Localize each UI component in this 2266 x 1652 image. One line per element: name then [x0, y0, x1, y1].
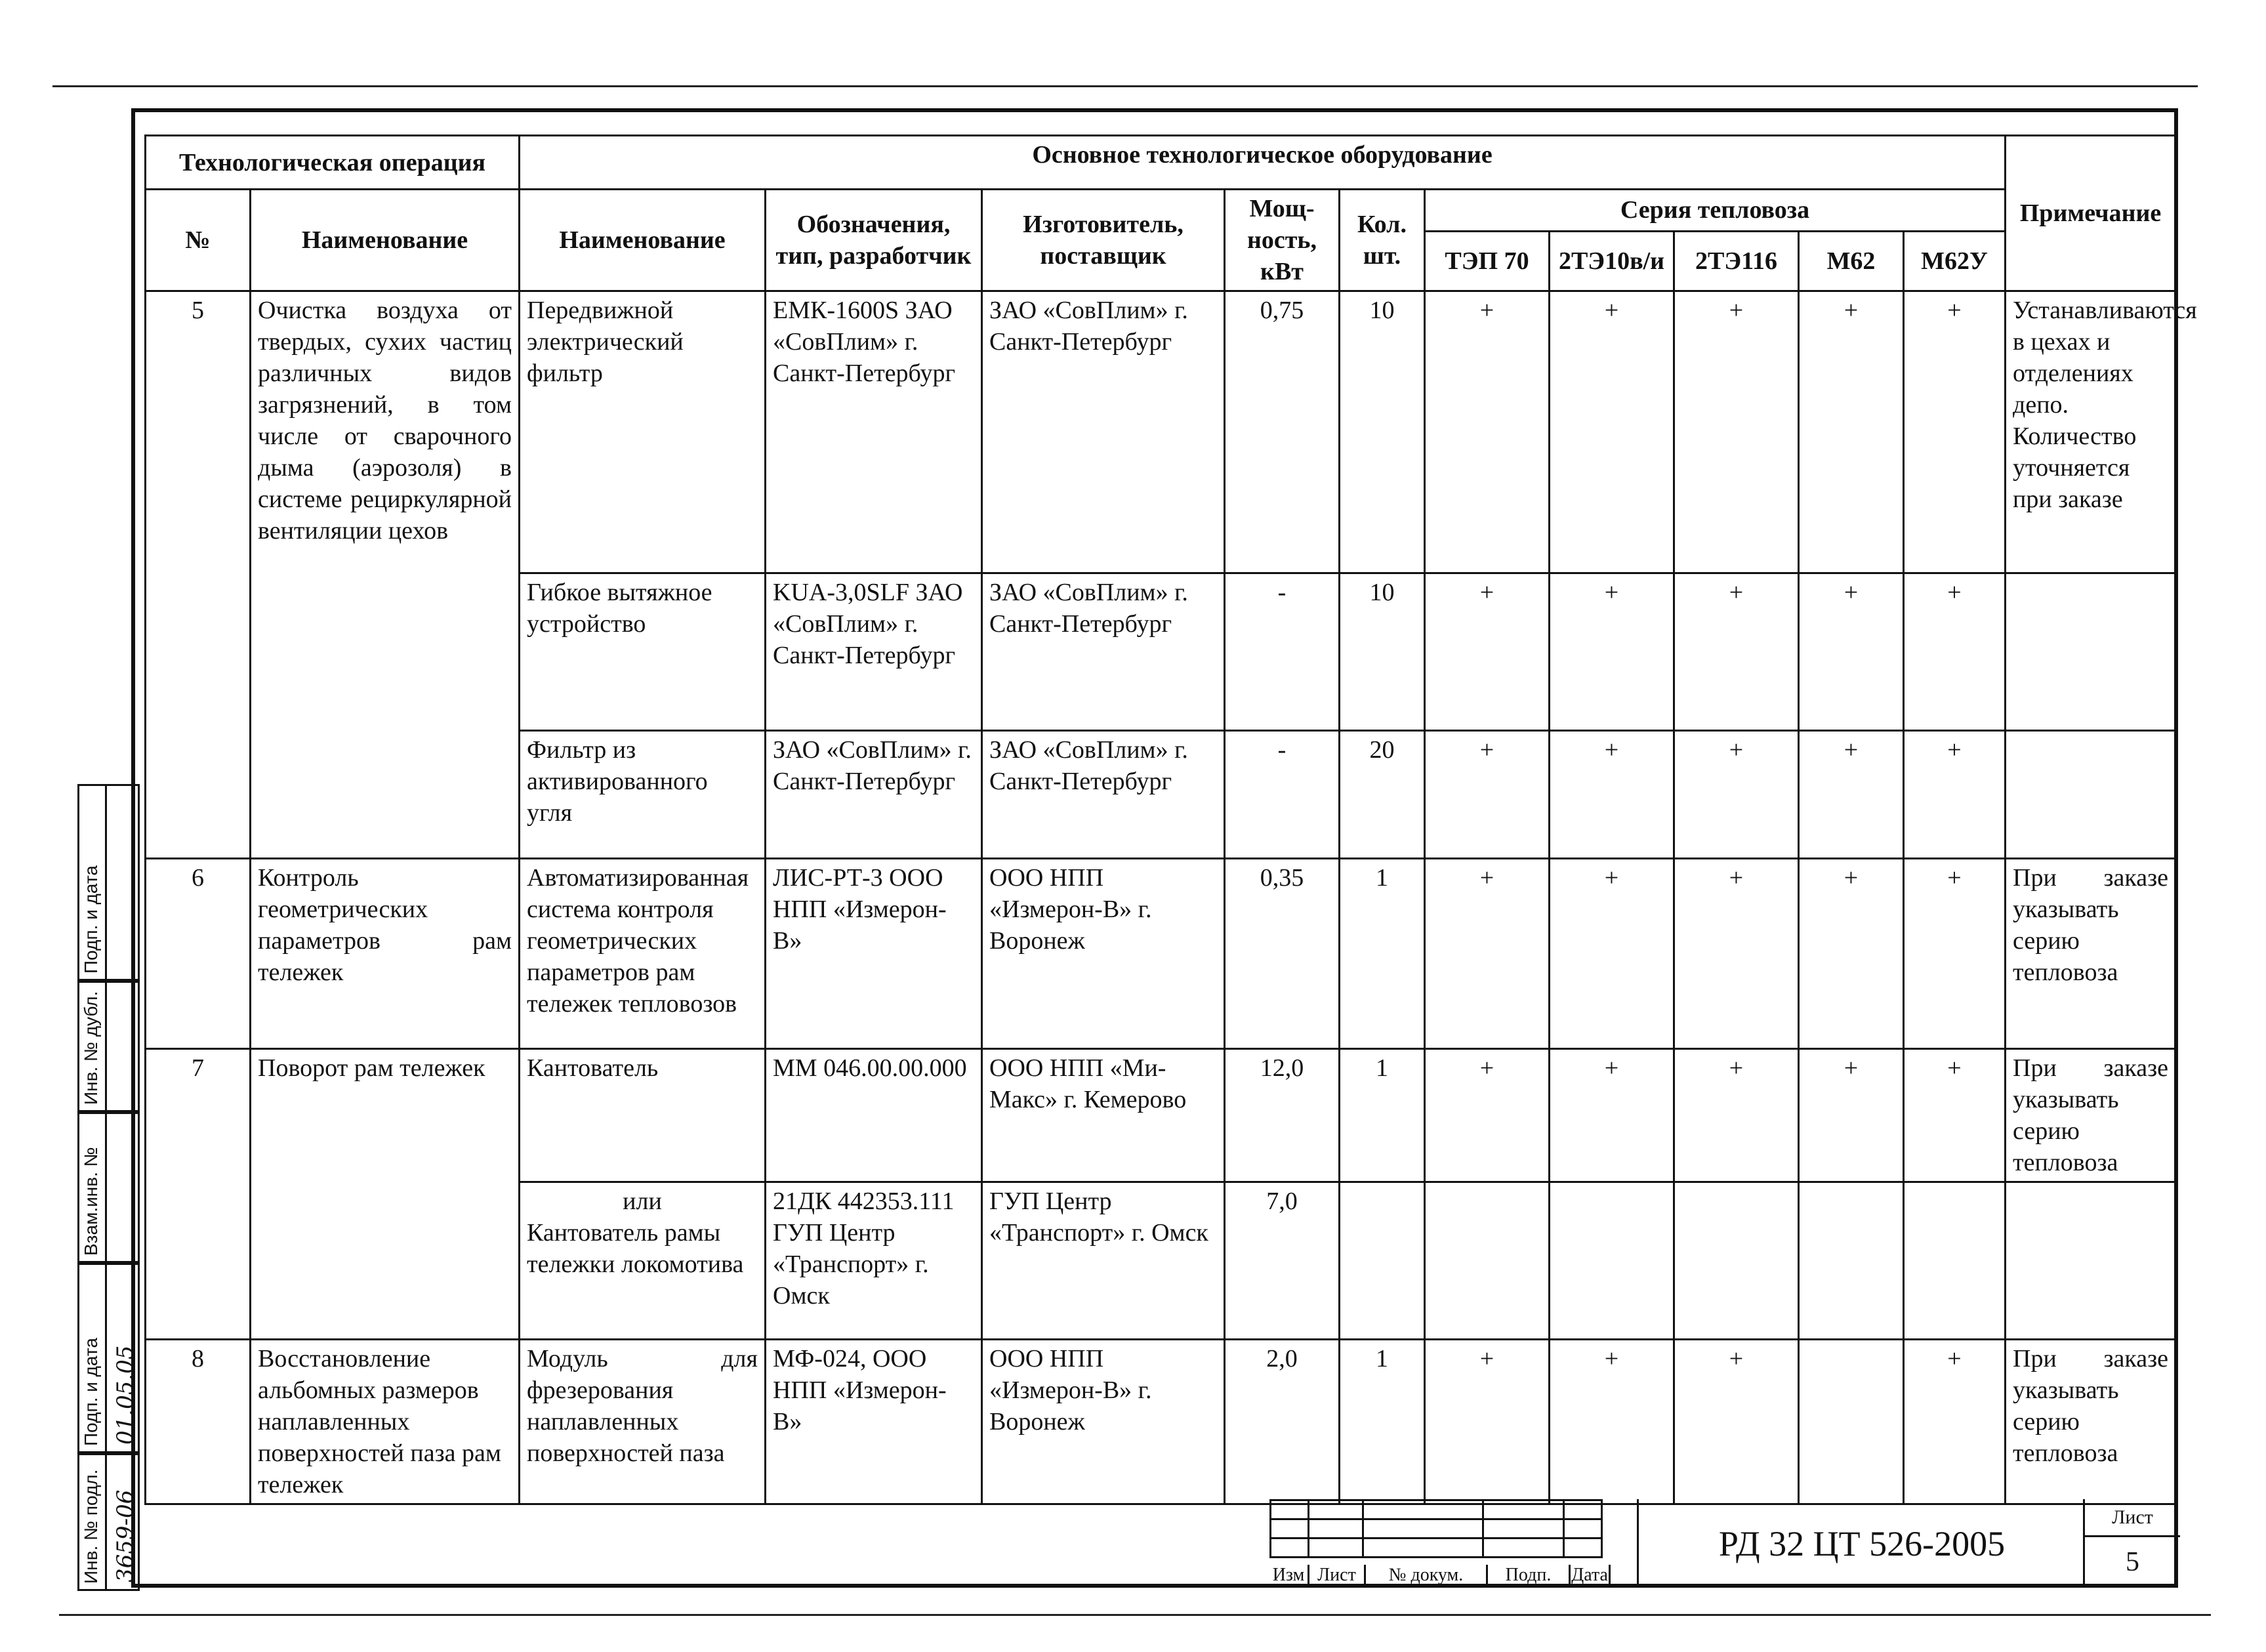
signature-grid: [1269, 1499, 1603, 1558]
side-sig-cell: [107, 1263, 140, 1453]
header-qty: Кол. шт.: [1340, 190, 1425, 291]
side-label: Взам.инв. №: [81, 1147, 101, 1256]
header-op-name: Наименование: [251, 190, 520, 291]
equipment-table: [144, 134, 2197, 1505]
header-series: Серия тепловоза: [1425, 190, 2006, 232]
equipment-name: Модуль для фрезерования наплавленных поверхностей паза: [520, 1340, 766, 1504]
series-mark: +: [1904, 859, 2006, 1049]
equipment-power: 0,75: [1225, 291, 1340, 573]
series-mark: +: [1904, 291, 2006, 573]
header-designation: Обозначения, тип, разработчик: [766, 190, 982, 291]
equipment-name: [520, 1182, 766, 1340]
side-sig-cell: [107, 1453, 140, 1591]
equipment-qty: [1340, 1182, 1425, 1340]
operation-name: Контроль геометрических параметров рам тележек: [251, 859, 520, 1049]
series-mark: +: [1674, 859, 1799, 1049]
row-note: При заказе указывать серию тепловоза: [2006, 859, 2176, 1049]
series-mark: +: [1674, 1340, 1799, 1504]
side-vzam-inv: [77, 1112, 107, 1263]
label-podp: Подп.: [1488, 1565, 1571, 1586]
side-inv-dubl: [77, 981, 107, 1112]
label-izm: Изм: [1269, 1565, 1309, 1586]
side-label: Инв. № подл.: [81, 1469, 101, 1584]
table-row: [146, 1049, 2176, 1182]
operation-name: Поворот рам тележек: [251, 1049, 520, 1340]
series-mark: [1425, 1182, 1550, 1340]
label-list: Лист: [1309, 1565, 1366, 1586]
label-date: Дата: [1571, 1565, 1611, 1586]
series-mark: +: [1425, 573, 1550, 731]
row-num: 6: [146, 859, 251, 1049]
equipment-designation: ЛИС-РТ-3 ООО НПП «Измерон-В»: [766, 859, 982, 1049]
signature-labels: [1269, 1565, 1637, 1586]
series-mark: +: [1799, 859, 1904, 1049]
equipment-name-alt: Кантователь рамы тележки локомотива: [527, 1219, 744, 1278]
series-mark: +: [1425, 1340, 1550, 1504]
handwritten-date: 01.05.05: [112, 1345, 138, 1445]
series-mark: +: [1674, 731, 1799, 859]
equipment-designation: МФ-024, ООО НПП «Измерон-В»: [766, 1340, 982, 1504]
equipment-qty: 20: [1340, 731, 1425, 859]
series-mark: +: [1425, 859, 1550, 1049]
series-mark: +: [1425, 291, 1550, 573]
series-mark: +: [1425, 1049, 1550, 1182]
equipment-manufacturer: ГУП Центр «Транспорт» г. Омск: [982, 1182, 1225, 1340]
header-note: Примечание: [2006, 136, 2176, 291]
operation-name: Восстановление альбомных размеров наплавленных поверхностей паза рам тележек: [251, 1340, 520, 1504]
side-stamp: [77, 784, 140, 1591]
equipment-manufacturer: ООО НПП «Ми-Макс» г. Кемерово: [982, 1049, 1225, 1182]
equipment-manufacturer: ЗАО «СовПлим» г. Санкт-Петербург: [982, 731, 1225, 859]
series-mark: +: [1550, 1340, 1674, 1504]
row-note: [2006, 1182, 2176, 1340]
series-mark: +: [1799, 291, 1904, 573]
series-mark: [1799, 1182, 1904, 1340]
equipment-designation: KUA-3,0SLF ЗАО «СовПлим» г. Санкт-Петербург: [766, 573, 982, 731]
series-mark: +: [1904, 573, 2006, 731]
table-row: [146, 859, 2176, 1049]
sheet-number: 5: [2126, 1547, 2139, 1577]
equipment-name: Гибкое вытяжное устройство: [520, 573, 766, 731]
row-note: При заказе указывать серию тепловоза: [2006, 1340, 2176, 1504]
header-series-m62u: М62У: [1904, 231, 2006, 291]
side-sig-cell: [107, 784, 140, 981]
label-doc-no: № докум.: [1366, 1565, 1488, 1586]
equipment-manufacturer: ЗАО «СовПлим» г. Санкт-Петербург: [982, 573, 1225, 731]
equipment-manufacturer: ООО НПП «Измерон-В» г. Воронеж: [982, 1340, 1225, 1504]
header-series-m62: М62: [1799, 231, 1904, 291]
bottom-border-line: [59, 1614, 2211, 1616]
side-podp-data-bottom: [77, 1263, 107, 1453]
row-note: [2006, 573, 2176, 731]
row-num: 8: [146, 1340, 251, 1504]
equipment-power: -: [1225, 731, 1340, 859]
side-sig-cell: [107, 1112, 140, 1263]
equipment-qty: 1: [1340, 1049, 1425, 1182]
series-mark: +: [1674, 573, 1799, 731]
series-mark: +: [1425, 731, 1550, 859]
equipment-qty: 10: [1340, 291, 1425, 573]
header-num: №: [146, 190, 251, 291]
series-mark: +: [1799, 731, 1904, 859]
header-series-2te116: 2ТЭ116: [1674, 231, 1799, 291]
equipment-designation: 21ДК 442353.111 ГУП Центр «Транспорт» г. Омск: [766, 1182, 982, 1340]
row-num: 7: [146, 1049, 251, 1340]
header-series-tep70: ТЭП 70: [1425, 231, 1550, 291]
side-label: Инв. № дубл.: [81, 991, 101, 1105]
side-podp-data-top: [77, 784, 107, 981]
equipment-manufacturer: ООО НПП «Измерон-В» г. Воронеж: [982, 859, 1225, 1049]
series-mark: +: [1550, 859, 1674, 1049]
series-mark: +: [1550, 573, 1674, 731]
header-eq-name: Наименование: [520, 190, 766, 291]
side-inv-podl: [77, 1453, 107, 1591]
handwritten-inventory: 3659-06: [112, 1489, 138, 1582]
equipment-power: -: [1225, 573, 1340, 731]
top-border-line: [52, 85, 2198, 87]
side-label: Подп. и дата: [81, 1338, 101, 1446]
equipment-power: 12,0: [1225, 1049, 1340, 1182]
title-block: [1269, 1499, 2178, 1588]
sheet-label: Лист: [2085, 1499, 2180, 1537]
equipment-name: Передвижной электрический фильтр: [520, 291, 766, 573]
series-mark: +: [1674, 1049, 1799, 1182]
row-note: При заказе указывать серию тепловоза: [2006, 1049, 2176, 1182]
series-mark: +: [1904, 1340, 2006, 1504]
equipment-power: 2,0: [1225, 1340, 1340, 1504]
sheet-box: [2083, 1499, 2180, 1588]
header-manufacturer: Изготовитель, поставщик: [982, 190, 1225, 291]
series-mark: [1904, 1182, 2006, 1340]
series-mark: +: [1904, 731, 2006, 859]
side-sig-cell: [107, 981, 140, 1112]
equipment-or: или: [623, 1187, 662, 1215]
row-note: [2006, 731, 2176, 859]
equipment-qty: 10: [1340, 573, 1425, 731]
equipment-designation: ЗАО «СовПлим» г. Санкт-Петербург: [766, 731, 982, 859]
series-mark: +: [1550, 731, 1674, 859]
equipment-manufacturer: ЗАО «СовПлим» г. Санкт-Петербург: [982, 291, 1225, 573]
series-mark: +: [1550, 291, 1674, 573]
series-mark: +: [1674, 291, 1799, 573]
series-mark: [1674, 1182, 1799, 1340]
series-mark: +: [1799, 573, 1904, 731]
header-main-equipment: Основное технологическое оборудование: [520, 136, 2006, 190]
series-mark: +: [1550, 1049, 1674, 1182]
series-mark: [1799, 1340, 1904, 1504]
table-row: [146, 1340, 2176, 1504]
equipment-qty: 1: [1340, 859, 1425, 1049]
header-tech-operation: Технологическая операция: [146, 136, 520, 190]
equipment-designation: ММ 046.00.00.000: [766, 1049, 982, 1182]
equipment-name: Автоматизированная система контроля геометрических параметров рам тележек тепловозов: [520, 859, 766, 1049]
header-power: Мощ-ность, кВт: [1225, 190, 1340, 291]
side-label: Подп. и дата: [81, 865, 101, 974]
series-mark: +: [1799, 1049, 1904, 1182]
header-series-2te10: 2ТЭ10в/и: [1550, 231, 1674, 291]
series-mark: +: [1904, 1049, 2006, 1182]
equipment-name: Фильтр из активированного угля: [520, 731, 766, 859]
equipment-power: 0,35: [1225, 859, 1340, 1049]
equipment-qty: 1: [1340, 1340, 1425, 1504]
row-num: 5: [146, 291, 251, 859]
series-mark: [1550, 1182, 1674, 1340]
equipment-designation: ЕМК-1600S ЗАО «СовПлим» г. Санкт-Петербург: [766, 291, 982, 573]
table-row: [146, 291, 2176, 573]
equipment-power: 7,0: [1225, 1182, 1340, 1340]
document-number: РД 32 ЦТ 526-2005: [1637, 1499, 2085, 1588]
operation-name: Очистка воздуха от твердых, сухих частиц различных видов загрязнений, в том числе от сварочного дыма (аэрозоля) в системе рециркулярной вентиляции цехов: [251, 291, 520, 859]
equipment-name: Кантователь: [520, 1049, 766, 1182]
row-note: Устанавливаются в цехах и отделениях депо. Количество уточняется при заказе: [2006, 291, 2176, 573]
